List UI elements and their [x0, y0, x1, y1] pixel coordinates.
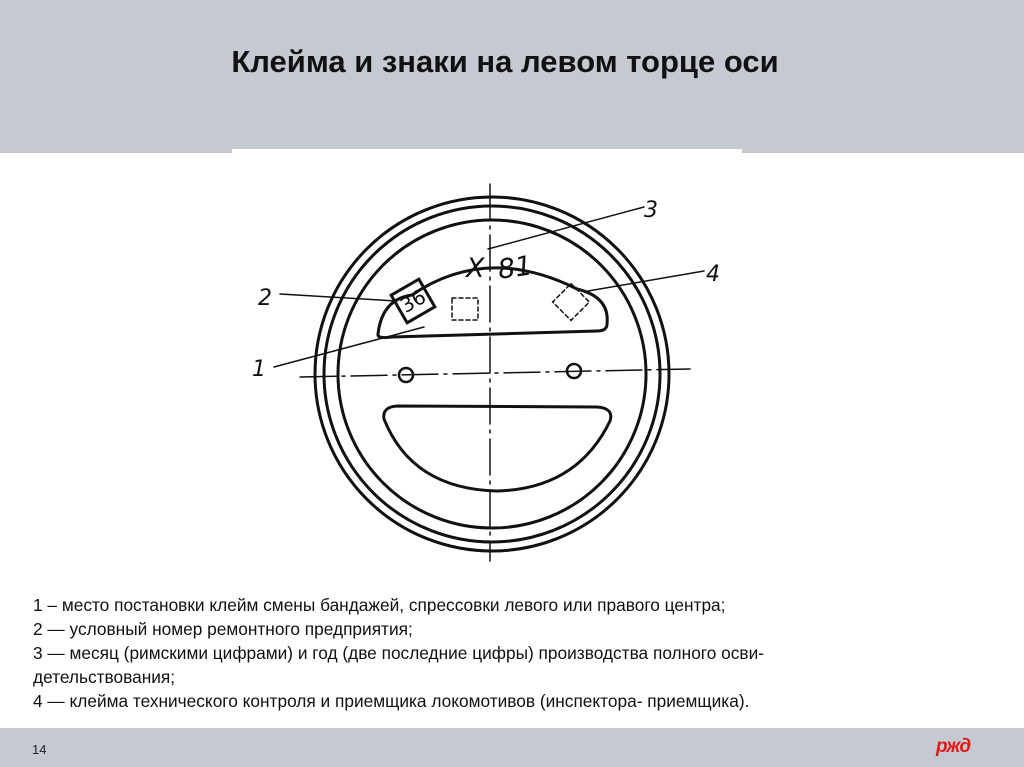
leader-line-2: [280, 294, 396, 301]
stamp-year: 81: [495, 250, 535, 286]
legend-line: детельствования;: [33, 667, 176, 687]
footer-bar: [0, 728, 1024, 767]
inspector-stamp-diamond: [553, 284, 590, 321]
horizontal-centerline: [300, 369, 690, 377]
slide-title: Клейма и знаки на левом торце оси: [231, 44, 779, 79]
leader-line-1: [274, 327, 424, 367]
legend: [33, 593, 993, 713]
callout-3: 3: [644, 198, 658, 223]
legend-line: 4 — клейма технического контроля и приемщика локомотивов (инспектора- приемщика).: [33, 691, 750, 711]
page-number: 14: [32, 742, 47, 757]
axle-end-diagram: [232, 149, 742, 574]
inner-ring: [338, 220, 646, 528]
callout-2: 2: [258, 286, 272, 311]
plant-number-text: 36: [395, 284, 431, 318]
lower-segment: [384, 406, 611, 491]
stamp-place-square: [452, 298, 478, 320]
outer-ring: [315, 197, 669, 551]
legend-line: 3 — месяц (римскими цифрами) и год (две последние цифры) производства полного осви-: [33, 643, 764, 663]
header-bar: [0, 0, 1024, 153]
rzd-logo: ржд: [936, 736, 971, 757]
legend-line: 1 – место постановки клейм смены бандажей, спрессовки левого или правого центра;: [33, 595, 726, 615]
callout-4: 4: [706, 262, 720, 287]
stamp-roman-month: X: [466, 253, 485, 284]
legend-line: 2 — условный номер ремонтного предприятия;: [33, 619, 413, 639]
axle-end-drawing: [232, 149, 742, 574]
callout-1: 1: [252, 357, 266, 382]
